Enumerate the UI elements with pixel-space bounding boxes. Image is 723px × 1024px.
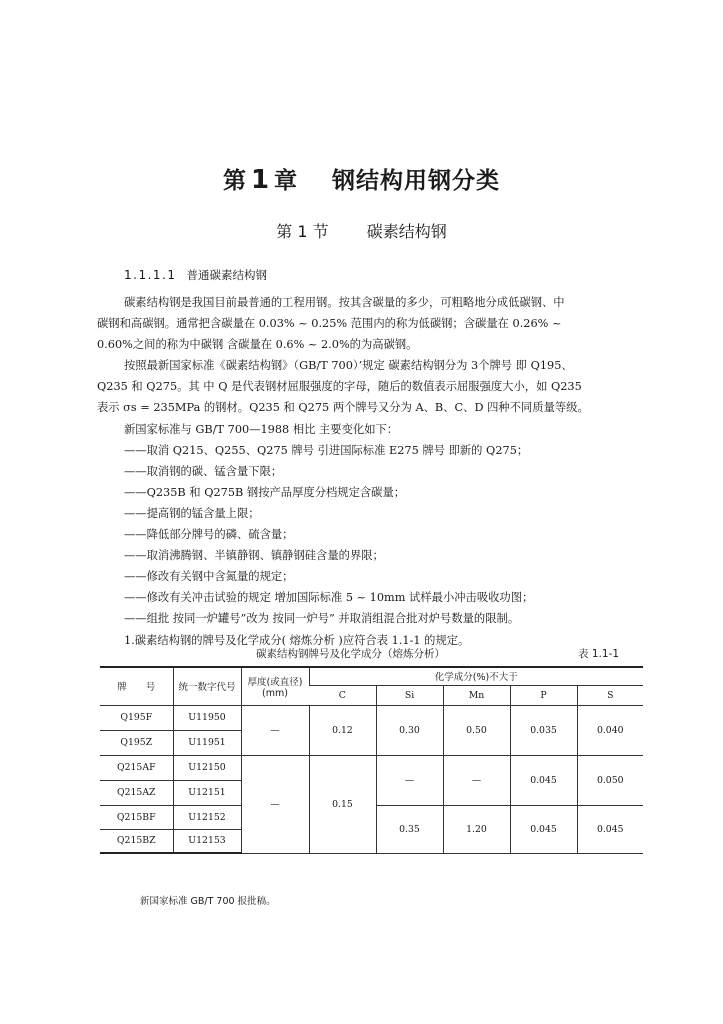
cell-p: 0.045: [510, 805, 577, 853]
cell-thickness: —: [241, 755, 309, 853]
text-line: 0.60%之间的称为中碳钢 含碳量在 0.6% ~ 2.0%的为高碳钢。: [97, 338, 418, 352]
subsection-title: 普通碳素结构钢: [186, 268, 267, 282]
header-c: C: [309, 685, 376, 705]
table-number: 表 1.1-1: [578, 648, 620, 660]
list-item: ——提高钢的锰含量上限；: [124, 506, 260, 520]
subsection-number: 1.1.1.1: [124, 268, 177, 282]
list-item: ——组批 按同一炉罐号”改为 按同一炉号” 并取消组混合批对炉号数量的限制。: [124, 612, 520, 626]
text-line: 碳素结构钢是我国目前最普通的工程用钢。按其含碳量的多少，可粗略地分成低碳钢、中: [124, 296, 565, 309]
header-thickness: [241, 667, 309, 705]
header-code: 统一数字代号: [173, 667, 241, 705]
header-p: P: [510, 685, 577, 705]
list-item: ——降低部分牌号的磷、硫含量；: [124, 528, 294, 542]
composition-table: [100, 666, 643, 854]
cell-thickness: —: [241, 705, 309, 755]
text-line: 1.碳素结构钢的牌号及化学成分( 熔炼分析 )应符合表 1.1-1 的规定。: [124, 633, 470, 647]
cell-grade: Q215AF: [100, 755, 173, 780]
header-si: Si: [376, 685, 443, 705]
subsection-heading: [124, 267, 267, 283]
chapter-title: [0, 162, 723, 195]
cell-grade: Q195Z: [100, 730, 173, 755]
header-composition: 化学成分(%)不大于: [309, 667, 643, 685]
cell-p: 0.035: [510, 705, 577, 755]
header-mn: Mn: [443, 685, 510, 705]
list-item: ——取消钢的碳、锰含量下限；: [124, 464, 283, 478]
cell-code: U11951: [173, 730, 241, 755]
cell-mn: 1.20: [443, 805, 510, 853]
cell-grade: Q215AZ: [100, 780, 173, 805]
text-line: 表示 σs = 235MPa 的钢材。Q235 和 Q275 两个牌号又分为 A、B、C、D 四种不同质量等级。: [97, 401, 589, 415]
cell-grade: Q215BZ: [100, 829, 173, 853]
header-grade: 牌 号: [100, 667, 173, 705]
chapter-number: 1: [250, 165, 271, 195]
table-row: [100, 755, 643, 780]
cell-c: 0.15: [309, 755, 376, 853]
cell-si: 0.35: [376, 805, 443, 853]
section-title: [0, 219, 723, 242]
cell-s: 0.045: [577, 805, 643, 853]
table-caption: 碳素结构钢牌号及化学成分（熔炼分析）: [256, 648, 445, 660]
cell-code: U12151: [173, 780, 241, 805]
header-thickness-unit: (mm): [262, 687, 288, 699]
cell-code: U12152: [173, 805, 241, 829]
cell-grade: Q215BF: [100, 805, 173, 829]
cell-grade: Q195F: [100, 705, 173, 730]
chapter-suffix: 章: [274, 168, 299, 194]
text-line: 新国家标准与 GB/T 700—1988 相比 主要变化如下：: [124, 422, 399, 436]
list-item: ——取消 Q215、Q255、Q275 牌号 引进国际标准 E275 牌号 即新的 Q275；: [124, 443, 529, 457]
chapter-prefix: 第: [222, 168, 247, 194]
header-thickness-label: 厚度(或直径): [247, 676, 303, 688]
cell-code: U12153: [173, 829, 241, 853]
chapter-name: 钢结构用钢分类: [332, 168, 501, 194]
text-line: 按照最新国家标准《碳素结构钢》（GB/T 700）’规定 碳素结构钢分为 3个牌号 即 Q195、: [124, 359, 573, 373]
list-item: ——Q235B 和 Q275B 钢按产品厚度分档规定含碳量；: [124, 485, 406, 499]
cell-si: 0.30: [376, 705, 443, 755]
section-prefix: 第: [276, 222, 293, 241]
section-number: 1: [297, 222, 308, 241]
cell-code: U11950: [173, 705, 241, 730]
cell-si: —: [376, 755, 443, 805]
list-item: ——修改有关冲击试验的规定 增加国际标准 5 ~ 10mm 试样最小冲击吸收功图；: [124, 591, 534, 605]
text-line: 碳钢和高碳钢。通常把含碳量在 0.03% ~ 0.25% 范围内的称为低碳钢；含碳量在 0.26% ~: [97, 317, 562, 331]
list-item: ——取消沸腾钢、半镇静钢、镇静钢硅含量的界限；: [124, 549, 384, 563]
text-line: Q235 和 Q275。其 中 Q 是代表钢材屈服强度的字母，随后的数值表示屈服强度大小，如 Q235: [97, 380, 582, 394]
cell-mn: —: [443, 755, 510, 805]
footnote: 新国家标准 GB/T 700 报批稿。: [140, 896, 276, 907]
cell-code: U12150: [173, 755, 241, 780]
cell-c: 0.12: [309, 705, 376, 755]
cell-s: 0.050: [577, 755, 643, 805]
cell-p: 0.045: [510, 755, 577, 805]
cell-mn: 0.50: [443, 705, 510, 755]
list-item: ——修改有关钢中含氮量的规定；: [124, 570, 294, 584]
body-text: [97, 292, 645, 651]
section-suffix: 节: [312, 222, 329, 241]
section-name: 碳素结构钢: [366, 222, 447, 241]
cell-s: 0.040: [577, 705, 643, 755]
header-s: S: [577, 685, 643, 705]
table-row: [100, 705, 643, 730]
